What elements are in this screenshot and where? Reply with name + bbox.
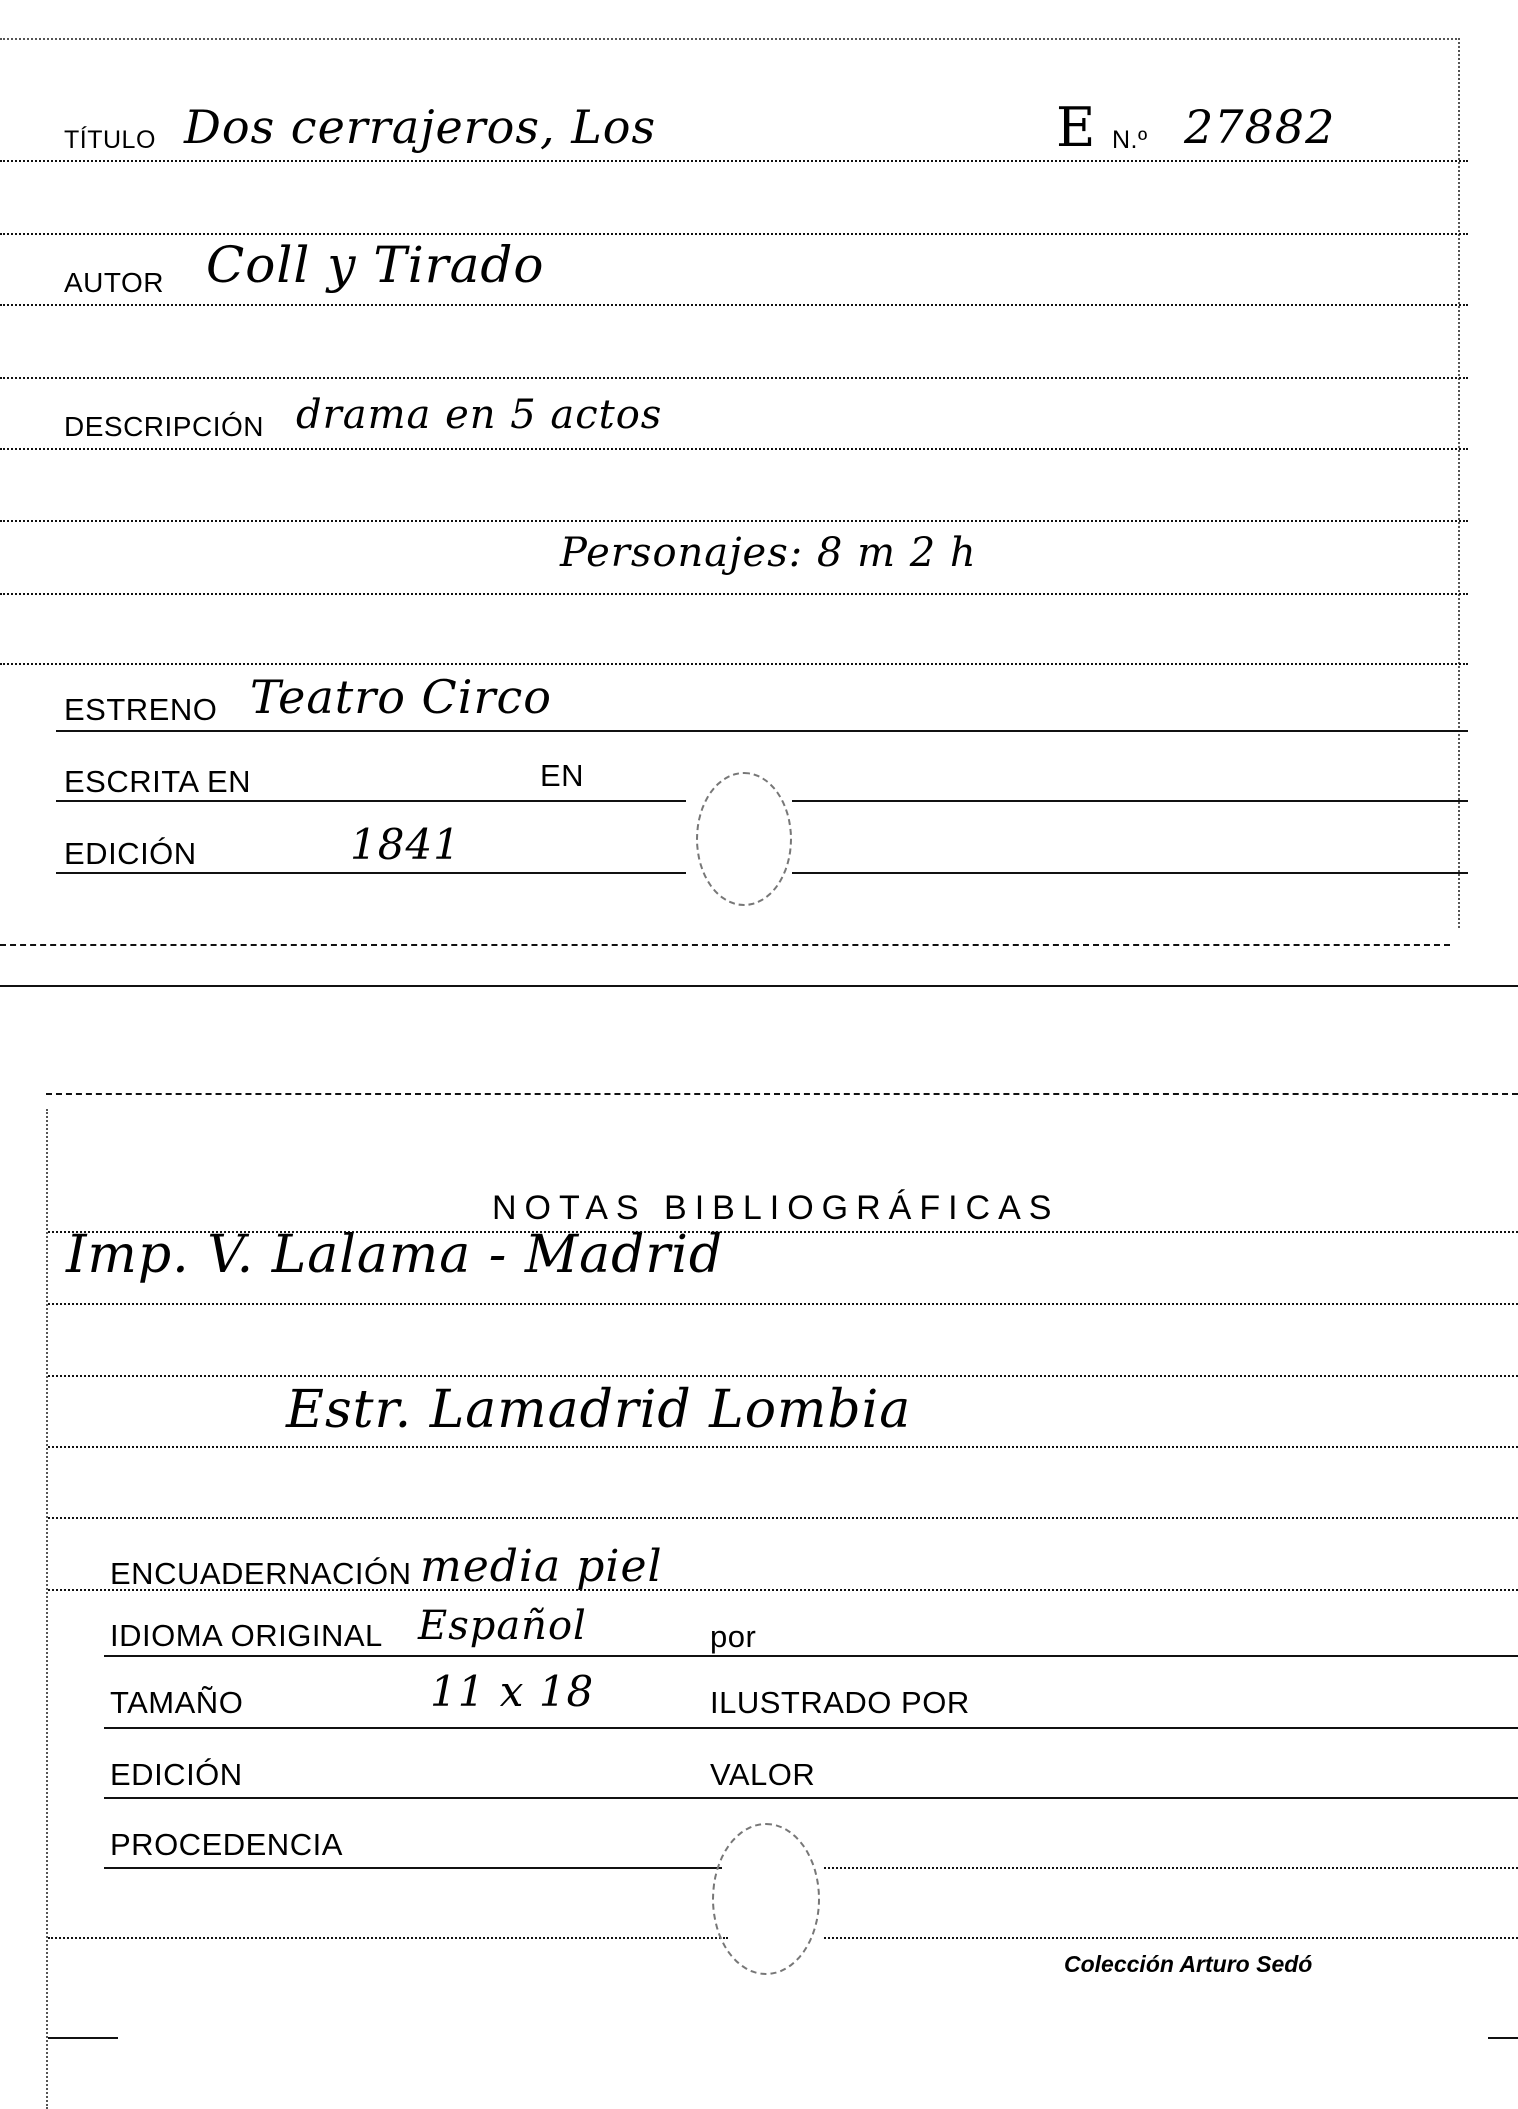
punch-hole <box>696 772 792 906</box>
ruled-line <box>0 233 1468 235</box>
card-bottom-edge-left <box>48 2037 118 2039</box>
number-label: N.º <box>1112 126 1148 154</box>
catalog-prefix: E <box>1056 96 1097 159</box>
edition-value: 1841 <box>350 820 461 869</box>
premiere-line <box>56 730 1468 732</box>
premiere-value: Teatro Circo <box>250 670 552 724</box>
binding-value: media piel <box>420 1541 663 1592</box>
description-value: drama en 5 actos <box>296 392 663 438</box>
ruled-line <box>104 1655 1518 1657</box>
card-top-edge <box>46 1093 1518 1095</box>
ruled-line <box>104 1727 1518 1729</box>
author-line <box>0 304 1468 306</box>
card-bottom-edge-right <box>1488 2037 1518 2039</box>
description-line <box>0 448 1468 450</box>
premiere-label: ESTRENO <box>64 692 218 727</box>
notes-line-2: Estr. Lamadrid Lombia <box>286 1380 912 1440</box>
front-card <box>0 0 1518 985</box>
ruled-line <box>104 1797 1518 1799</box>
ruled-line <box>48 1446 1518 1448</box>
card-right-edge <box>1458 38 1460 928</box>
title-value: Dos cerrajeros, Los <box>184 100 657 154</box>
size-value: 11 x 18 <box>430 1667 595 1716</box>
card-top-edge <box>0 38 1460 40</box>
ruled-line <box>48 1517 1518 1519</box>
size-label: TAMAÑO <box>110 1685 244 1720</box>
notes-heading: NOTAS BIBLIOGRÁFICAS <box>492 1189 1060 1227</box>
written-in-line <box>56 800 686 802</box>
description-label: DESCRIPCIÓN <box>64 411 264 442</box>
value-label: VALOR <box>710 1757 816 1792</box>
ruled-line <box>48 1375 1518 1377</box>
punch-hole <box>712 1823 820 1975</box>
ruled-line <box>0 520 1468 522</box>
ruled-line <box>0 663 1468 665</box>
ruled-line <box>824 1867 1518 1869</box>
ruled-line <box>48 1589 1518 1591</box>
card-bottom-edge <box>0 944 1450 946</box>
illustrated-by-label: ILUSTRADO POR <box>710 1685 970 1720</box>
card-left-edge <box>46 1109 48 2109</box>
edition-label: EDICIÓN <box>110 1757 243 1792</box>
ruled-line <box>48 1303 1518 1305</box>
characters-line <box>0 593 1468 595</box>
binding-label: ENCUADERNACIÓN <box>110 1556 412 1591</box>
original-language-label: IDIOMA ORIGINAL <box>110 1618 383 1653</box>
edition-extra-line <box>792 872 1468 874</box>
author-value: Coll y Tirado <box>206 236 545 294</box>
author-label: AUTOR <box>64 267 164 298</box>
written-in-label: ESCRITA EN <box>64 764 252 799</box>
title-label: TÍTULO <box>64 126 156 154</box>
by-label: por <box>710 1619 757 1654</box>
ruled-line <box>48 1937 728 1939</box>
ruled-line <box>824 1937 1518 1939</box>
provenance-label: PROCEDENCIA <box>110 1827 343 1862</box>
characters-value: Personajes: 8 m 2 h <box>560 530 977 576</box>
ruled-line <box>0 377 1468 379</box>
notes-line-1: Imp. V. Lalama - Madrid <box>66 1225 724 1285</box>
edition-label: EDICIÓN <box>64 836 197 871</box>
written-in-en-label: EN <box>540 758 585 793</box>
collection-stamp: Colección Arturo Sedó <box>1064 1951 1313 1977</box>
back-card <box>0 985 1518 2056</box>
ruled-line <box>104 1867 722 1869</box>
title-line <box>0 160 1468 162</box>
original-language-value: Español <box>418 1603 587 1649</box>
catalog-number: 27882 <box>1184 100 1336 154</box>
edition-line <box>56 872 686 874</box>
written-in-place-line <box>792 800 1468 802</box>
